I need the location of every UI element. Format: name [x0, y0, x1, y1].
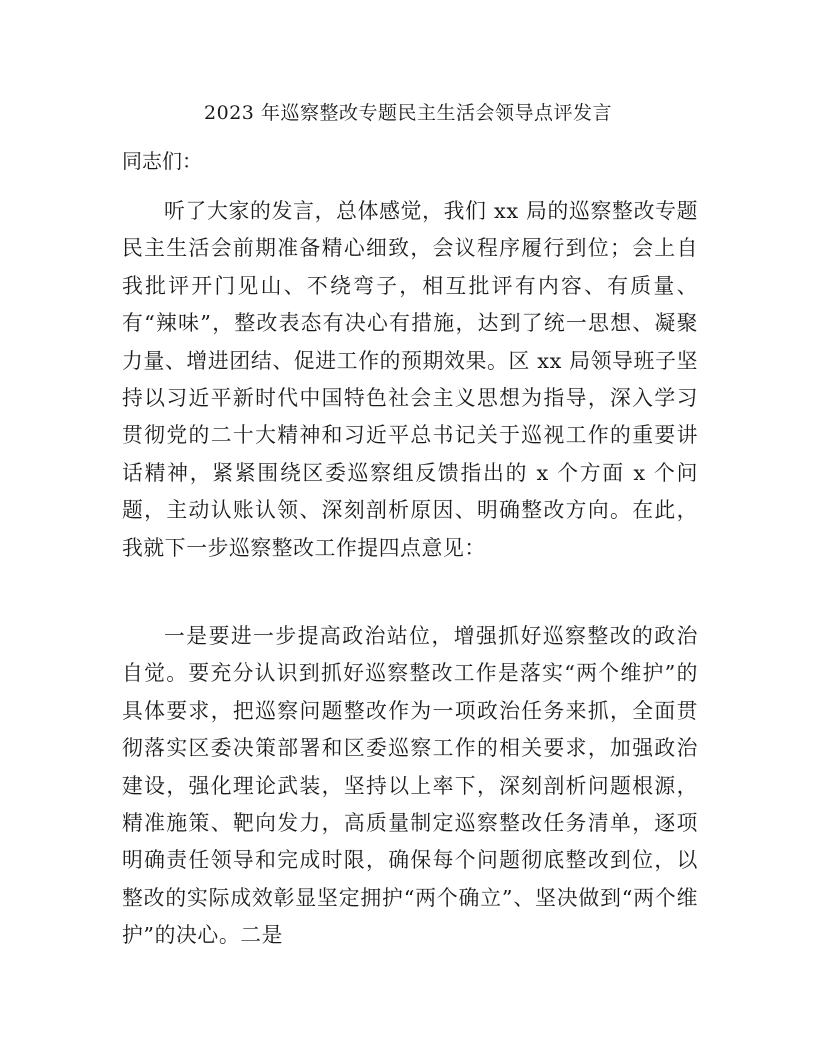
- salutation: 同志们：: [122, 149, 202, 173]
- paragraph-2: 一是要进一步提高政治站位，增强抓好巡察整改的政治自觉。要充分认识到抓好巡察整改工作是落实“两个维护”的具体要求，把巡察问题整改作为一项政治任务来抓，全面贯彻落实区委决策部署和区委巡察工作的相关要求，加强政治建设，强化理论武装，坚持以上率下，深刻剖析问题根源，精准施策、靶向发力，高质量制定巡察整改任务清单，逐项明确责任领导和完成时限，确保每个问题彻底整改到位，以整改的实际成效彰显坚定拥护“两个确立”、坚决做到“两个维护”的决心。二是: [122, 624, 698, 948]
- paragraph-1: 听了大家的发言，总体感觉，我们 xx 局的巡察整改专题民主生活会前期准备精心细致，会议程序履行到位；会上自我批评开门见山、不绕弯子，相互批评有内容、有质量、有“辣味”，整改表态有决心有措施，达到了统一思想、凝聚力量、增进团结、促进工作的预期效果。区 xx 局领导班子坚持以习近平新时代中国特色社会主义思想为指导，深入学习贯彻党的二十大精神和习近平总书记关于巡视工作的重要讲话精神，紧紧围绕区委巡察组反馈指出的 x 个方面 x 个问题，主动认账认领、深刻剖析原因、明确整改方向。在此，我就下一步巡察整改工作提四点意见：: [122, 199, 698, 560]
- document-title: 2023 年巡察整改专题民主生活会领导点评发言: [204, 102, 612, 124]
